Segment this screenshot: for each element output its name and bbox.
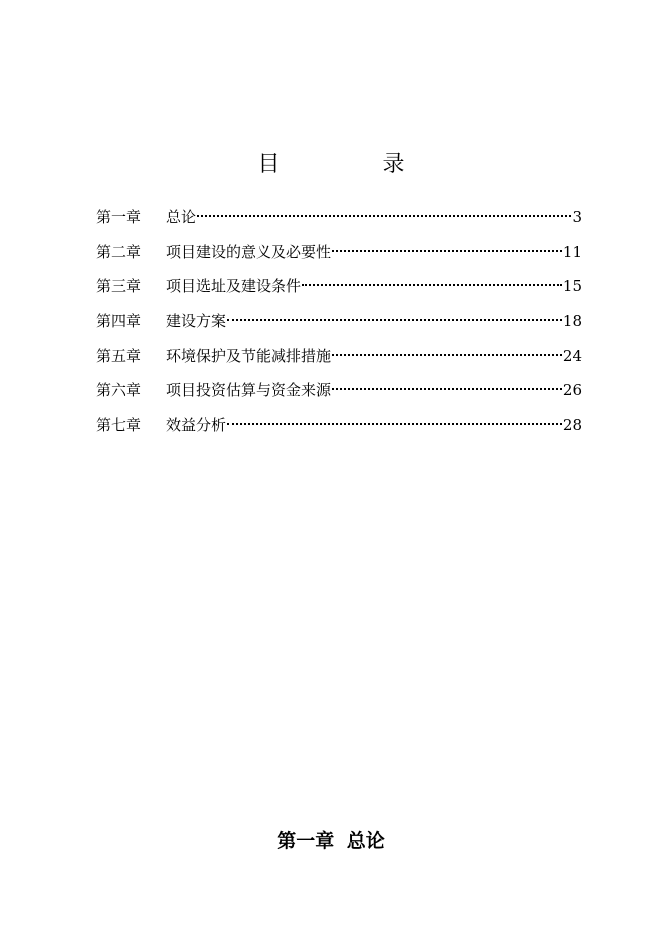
toc-chapter-number: 第一章 <box>96 208 142 226</box>
toc-dot-leader <box>332 250 562 252</box>
chapter-heading: 第一章 总论 <box>277 830 385 852</box>
toc-page-number: 24 <box>562 346 582 365</box>
toc-entry[interactable] <box>96 238 582 273</box>
toc-page-number: 11 <box>562 242 582 261</box>
toc-entry[interactable] <box>96 272 582 307</box>
toc-chapter-number: 第三章 <box>96 277 142 296</box>
toc-dot-leader <box>302 284 562 286</box>
toc-chapter-number: 第五章 <box>96 346 142 365</box>
toc-page-number: 15 <box>562 277 582 296</box>
toc-dot-leader <box>332 388 562 390</box>
toc-list <box>96 203 582 446</box>
toc-dot-leader <box>332 354 562 356</box>
toc-page-number: 26 <box>562 381 582 400</box>
toc-page-number: 3 <box>572 208 582 226</box>
toc-page-number: 28 <box>562 416 582 435</box>
toc-page-number: 18 <box>562 312 582 331</box>
toc-title: 目 录 <box>257 152 453 177</box>
toc-chapter-number: 第六章 <box>96 381 142 400</box>
toc-chapter-title: 环境保护及节能减排措施 <box>166 346 332 365</box>
toc-chapter-number: 第四章 <box>96 312 142 331</box>
toc-entry[interactable] <box>96 411 582 446</box>
toc-entry[interactable] <box>96 376 582 411</box>
toc-dot-leader <box>197 215 571 217</box>
toc-entry[interactable] <box>96 203 582 238</box>
toc-chapter-title: 效益分析 <box>166 416 227 435</box>
toc-chapter-title: 建设方案 <box>166 312 227 331</box>
toc-chapter-title: 总论 <box>166 208 197 226</box>
toc-entry[interactable] <box>96 307 582 342</box>
toc-entry[interactable] <box>96 342 582 377</box>
toc-chapter-title: 项目选址及建设条件 <box>166 277 302 296</box>
toc-chapter-title: 项目建设的意义及必要性 <box>166 242 332 261</box>
toc-dot-leader <box>227 423 562 425</box>
toc-chapter-title: 项目投资估算与资金来源 <box>166 381 332 400</box>
toc-chapter-number: 第二章 <box>96 242 142 261</box>
toc-chapter-number: 第七章 <box>96 416 142 435</box>
toc-dot-leader <box>227 319 562 321</box>
